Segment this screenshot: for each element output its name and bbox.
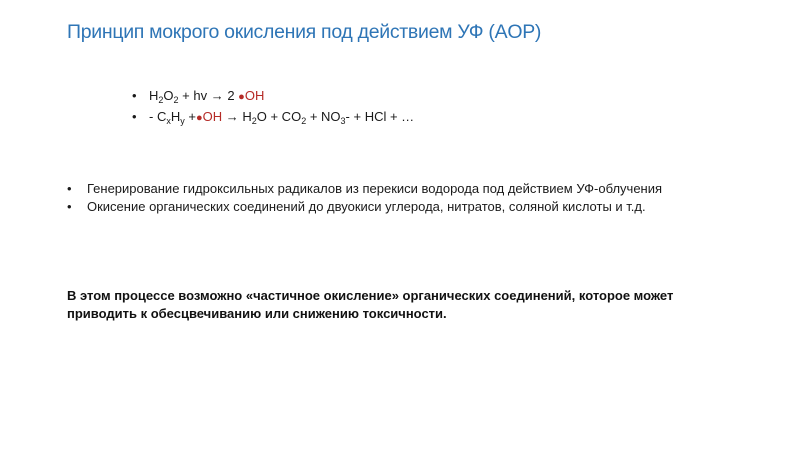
- formula-tail: + HCl + …: [349, 109, 415, 124]
- formula-no: + NO: [306, 109, 341, 124]
- bullet-icon: •: [132, 109, 137, 124]
- formula-o: O: [163, 88, 174, 103]
- slide-title: Принцип мокрого окисления под действием УФ (AOP): [67, 21, 542, 43]
- formula-h: H: [170, 109, 181, 124]
- bullet-icon: •: [67, 199, 72, 214]
- formula-plus: +: [184, 109, 196, 124]
- description-text: Генерирование гидроксильных радикалов из перекиси водорода под действием УФ-облучения: [87, 181, 663, 196]
- formula-h-sub: y: [180, 116, 185, 126]
- hydroxyl-radical: OH: [202, 109, 223, 124]
- formula-organic-oxidation: [132, 107, 414, 128]
- formula-o-co: O + CO: [256, 109, 302, 124]
- formula-rest: + hv → 2: [178, 88, 239, 103]
- formula-c-sub: x: [166, 116, 171, 126]
- radical-dot-icon: ●: [238, 91, 245, 103]
- description-text: Окисение органических соединений до двуокиси углерода, нитратов, соляной кислоты и т.д.: [87, 199, 646, 214]
- formula-arrow: → H: [222, 109, 252, 124]
- formula-list: [132, 86, 414, 128]
- summary-note: В этом процессе возможно «частичное окисление» органических соединений, которое может приводить к обесцвечиванию или снижению токсичности.: [67, 288, 674, 321]
- formula-h: H: [149, 88, 159, 103]
- hydroxyl-radical: OH: [244, 88, 265, 103]
- formula-no3-charge: -: [345, 109, 350, 124]
- description-item: [67, 180, 667, 198]
- formula-o-sub: 2: [173, 95, 179, 105]
- formula-co2-sub: 2: [301, 116, 307, 126]
- radical-dot-icon: ●: [195, 112, 203, 124]
- formula-h2o2-photolysis: [132, 86, 414, 107]
- formula-h2-sub: 2: [251, 116, 257, 126]
- formula-no3-sub: 3: [340, 116, 346, 126]
- bullet-icon: •: [132, 88, 137, 103]
- formula-h-sub: 2: [158, 95, 164, 105]
- formula-prefix: - C: [149, 109, 167, 124]
- bullet-icon: •: [67, 181, 72, 196]
- description-item: [67, 198, 667, 216]
- description-list: [67, 180, 667, 216]
